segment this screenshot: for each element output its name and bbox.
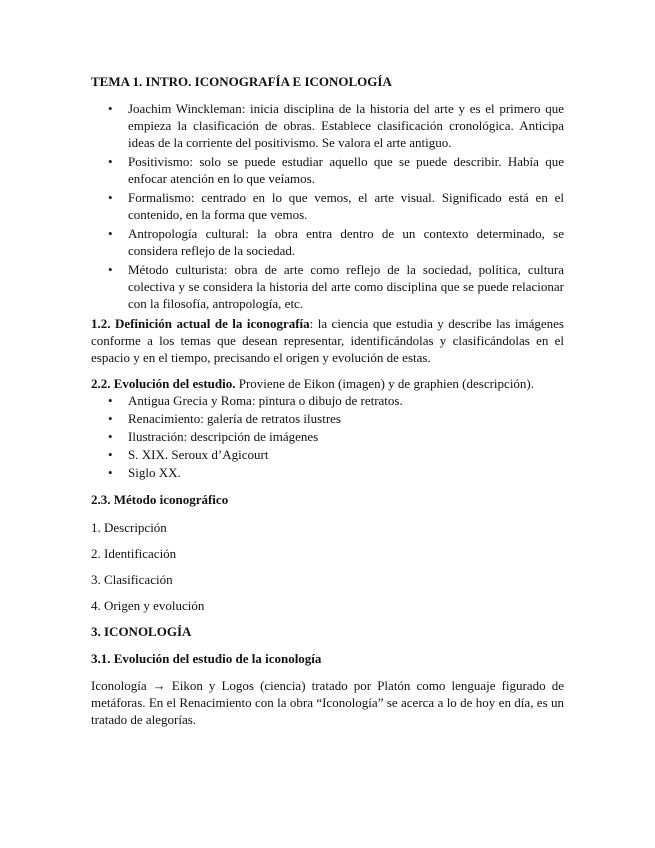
definition-text: : la ciencia que estudia y describe las imágenes conforme a los temas que desean representar, identificándolas y clasificándolas en el espacio y en el tiempo, precisando el origen y evolución de estas. xyxy=(91,316,564,365)
intro-bullet-list xyxy=(91,100,564,312)
evolution-text: Proviene de Eikon (imagen) y de graphien (descripción). xyxy=(235,376,535,391)
method-step: 3. Clasificación xyxy=(91,572,173,587)
list-item: • Positivismo: solo se puede estudiar aquello que se puede describir. Había que enfocar atención en lo que veíamos. xyxy=(128,153,564,187)
evolution-bullet-list xyxy=(91,392,564,481)
list-item: • Joachim Winckleman: inicia disciplina de la historia del arte y es el primero que empieza la clasificación de obras. Establece clasificación cronológica. Anticipa ideas de la corriente del positivismo. Se valora el arte antiguo. xyxy=(128,100,564,151)
section31-heading: 3.1. Evolución del estudio de la iconología xyxy=(91,651,322,666)
evolution-heading: 2.2. Evolución del estudio. xyxy=(91,376,236,391)
list-item: • Renacimiento: galería de retratos ilustres xyxy=(128,410,564,427)
definition-heading: 1.2. Definición actual de la iconografía xyxy=(91,316,310,331)
list-item: • Siglo XX. xyxy=(128,464,564,481)
list-item: • Antigua Grecia y Roma: pintura o dibujo de retratos. xyxy=(128,392,564,409)
page-title: TEMA 1. INTRO. ICONOGRAFÍA E ICONOLOGÍA xyxy=(91,74,392,89)
list-item: • S. XIX. Seroux d’Agicourt xyxy=(128,446,564,463)
section3-heading: 3. ICONOLOGÍA xyxy=(91,624,192,639)
iconology-paragraph: Iconología → Eikon y Logos (ciencia) tratado por Platón como lenguaje figurado de metáforas. En el Renacimiento con la obra “Iconología” se acerca a lo de hoy en día, es un tratado de alegorías. xyxy=(91,678,564,727)
method-heading: 2.3. Método iconográfico xyxy=(91,492,229,507)
list-item: • Formalismo: centrado en lo que vemos, el arte visual. Significado está en el contenido, en la forma que vemos. xyxy=(128,189,564,223)
method-steps xyxy=(91,519,564,614)
list-item: • Antropología cultural: la obra entra dentro de un contexto determinado, se considera reflejo de la sociedad. xyxy=(128,225,564,259)
definition-paragraph xyxy=(91,315,564,366)
method-step: 4. Origen y evolución xyxy=(91,598,205,613)
list-item: • Ilustración: descripción de imágenes xyxy=(128,428,564,445)
evolution-paragraph xyxy=(91,375,564,392)
method-step: 1. Descripción xyxy=(91,520,167,535)
list-item: • Método culturista: obra de arte como reflejo de la sociedad, política, cultura colectiva y se considera la historia del arte como disciplina que se puede relacionar con la filosofía, antropología, etc. xyxy=(128,261,564,312)
method-step: 2. Identificación xyxy=(91,546,177,561)
